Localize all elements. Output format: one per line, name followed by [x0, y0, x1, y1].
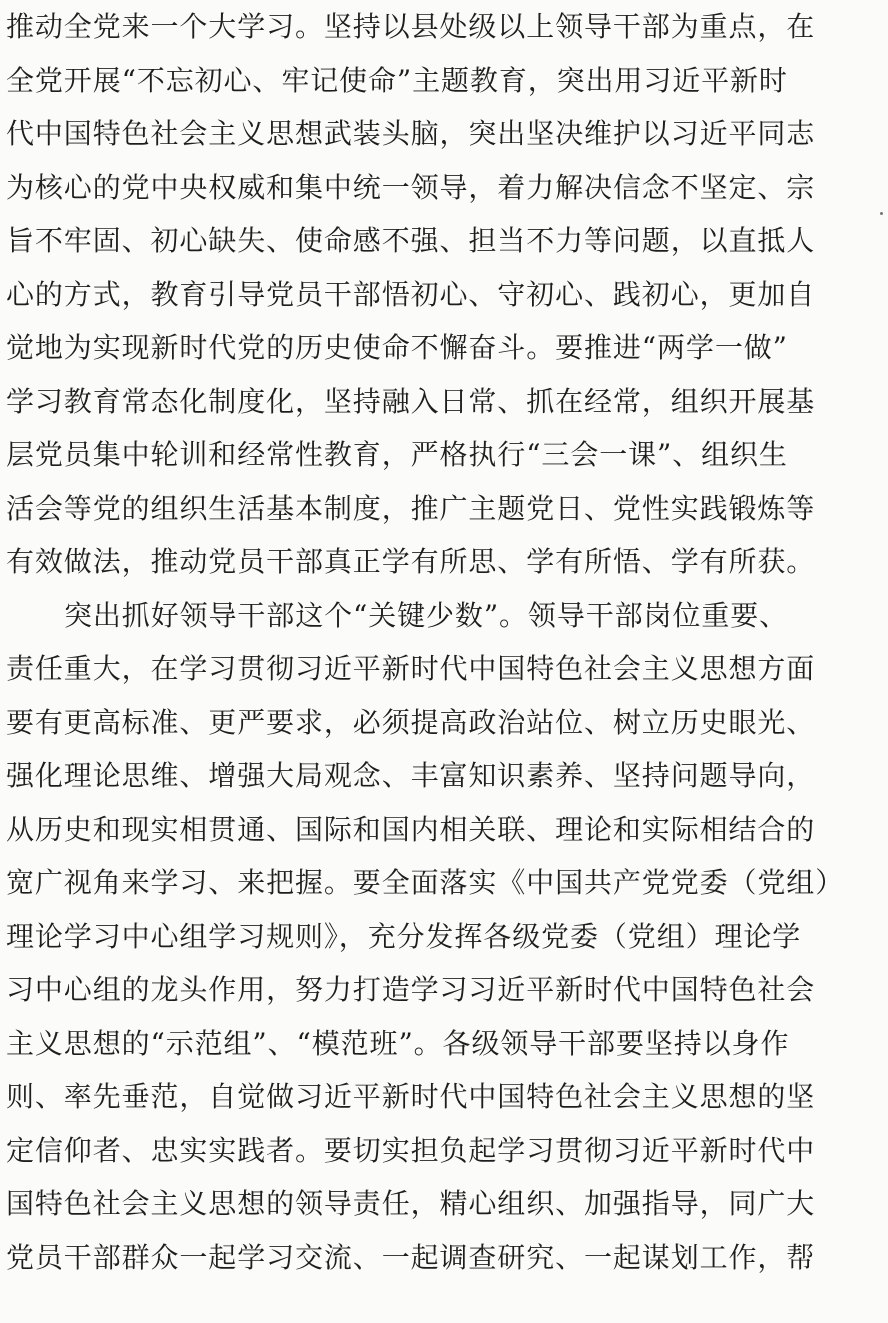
- text-line: 觉地为实现新时代党的历史使命不懈奋斗。要推进“两学一做”: [6, 331, 788, 364]
- text-line: 责任重大，在学习贯彻习近平新时代中国特色社会主义思想方面: [6, 652, 816, 685]
- text-line: 习中心组的龙头作用，努力打造学习习近平新时代中国特色社会: [6, 973, 816, 1006]
- text-line: 强化理论思维、增强大局观念、丰富知识素养、坚持问题导向，: [6, 759, 816, 792]
- text-line: 理论学习中心组学习规则》，充分发挥各级党委（党组）理论学: [6, 919, 802, 953]
- text-line: 宽广视角来学习、来把握。要全面落实《中国共产党党委（党组）: [6, 866, 845, 899]
- text-line: 要有更高标准、更严要求，必须提高政治站位、树立历史眼光、: [6, 705, 816, 739]
- text-line: 国特色社会主义思想的领导责任，精心组织、加强指导，同广大: [6, 1187, 816, 1220]
- text-line: 学习教育常态化制度化，坚持融入日常、抓在经常，组织开展基: [6, 384, 816, 418]
- text-line: 党员干部群众一起学习交流、一起调查研究、一起谋划工作，帮: [6, 1240, 816, 1274]
- text-line: 定信仰者、忠实实践者。要切实担负起学习贯彻习近平新时代中: [6, 1133, 816, 1167]
- text-line: 活会等党的组织生活基本制度，推广主题党日、党性实践锻炼等: [6, 491, 816, 525]
- text-line: 推动全党来一个大学习。坚持以县处级以上领导干部为重点，在: [6, 10, 816, 43]
- scan-speck: [880, 212, 883, 215]
- text-line: 旨不牢固、初心缺失、使命感不强、担当不力等问题，以直抵人: [6, 224, 816, 257]
- text-line: 全党开展“不忘初心、牢记使命”主题教育，突出用习近平新时: [6, 63, 788, 97]
- text-line: 代中国特色社会主义思想武装头脑，突出坚决维护以习近平同志: [6, 117, 816, 150]
- text-line: 心的方式，教育引导党员干部悟初心、守初心、践初心，更加自: [6, 277, 816, 311]
- text-line: 从历史和现实相贯通、国际和国内相关联、理论和实际相结合的: [6, 812, 816, 846]
- paragraph-start-line: 突出抓好领导干部这个“关键少数”。领导干部岗位重要、: [64, 598, 789, 632]
- text-line: 为核心的党中央权威和集中统一领导，着力解决信念不坚定、宗: [6, 170, 816, 204]
- text-line: 则、率先垂范，自觉做习近平新时代中国特色社会主义思想的坚: [6, 1080, 816, 1113]
- text-line: 层党员集中轮训和经常性教育，严格执行“三会一课”、组织生: [6, 438, 788, 471]
- body-text: [6, 0, 886, 1284]
- text-line: 有效做法，推动党员干部真正学有所思、学有所悟、学有所获。: [6, 545, 816, 578]
- text-line: 主义思想的“示范组”、“模范班”。各级领导干部要坚持以身作: [6, 1026, 790, 1060]
